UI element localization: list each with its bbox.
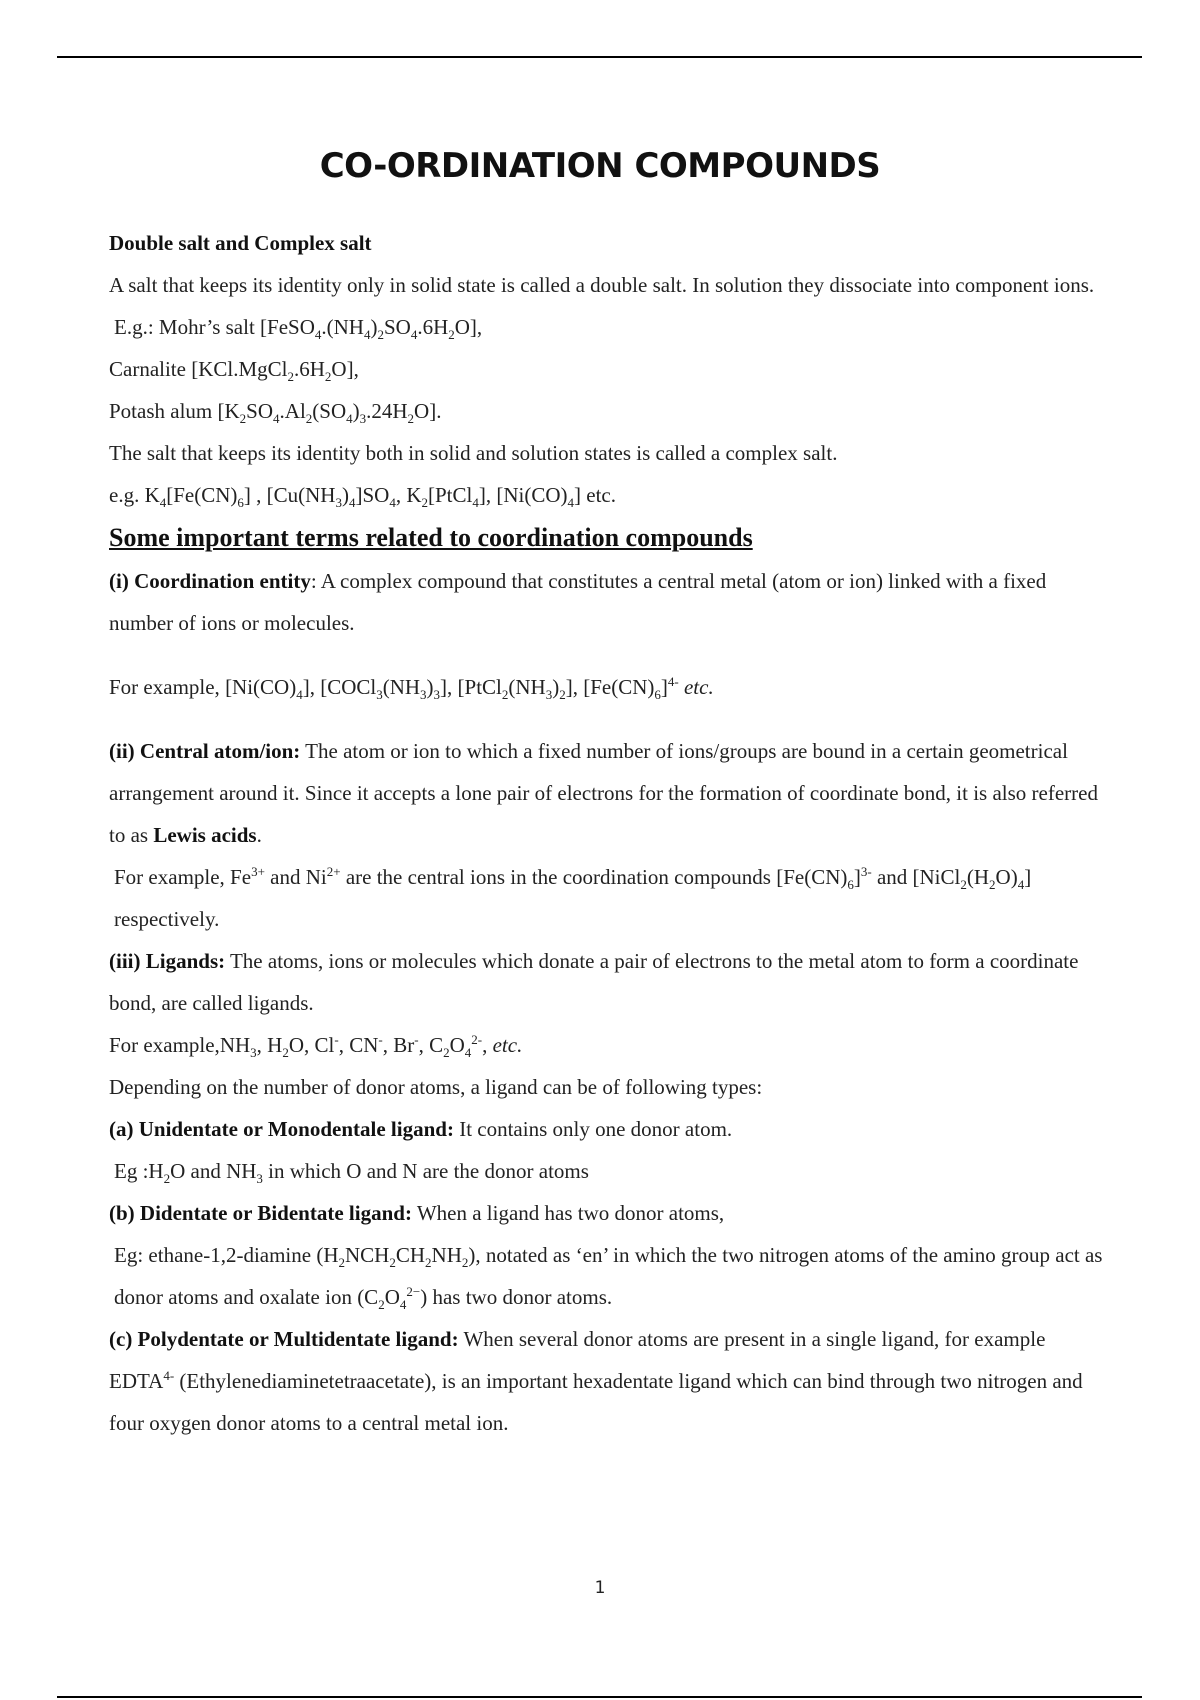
example-potash-alum: Potash alum $[K_2SO_4.Al_2(SO_4)_3.24H_2O]$.: [109, 399, 442, 427]
double-salt-definition: A salt that keeps its identity only in solid state is called a double salt. In solution they dissociate into component ions.: [109, 273, 1095, 297]
section-heading-terms: Some important terms related to coordination compounds: [109, 523, 753, 552]
coordination-entity-examples: For example, $[Ni(CO)_4]$, $[COCl_3(NH_3)_3]$, $[PtCl_2(NH_3)_2]$, $[Fe(CN)_6]^{4-}$ etc.: [109, 674, 714, 703]
type-bidentate: (b) Didentate or Bidentate ligand: When a ligand has two donor atoms,: [109, 1201, 725, 1225]
complex-salt-definition: The salt that keeps its identity both in solid and solution states is called a complex salt.: [109, 441, 838, 465]
ligand-examples: For $example,NH_3$, $H_2O$, Cl-, CN-, Br-, $C_2O_4^{2-}$, etc.: [109, 1032, 523, 1061]
document-body: [109, 222, 1109, 1444]
page-number: 1: [594, 1578, 606, 1598]
footer-rule: [57, 1696, 1142, 1698]
section-heading-double-salt: Double salt and Complex salt: [109, 231, 372, 255]
unidentate-example: Eg $:H_2O$ and $NH_3$ in which O and N are the donor atoms: [114, 1159, 589, 1187]
type-unidentate: (a) Unidentate or Monodentale ligand: It contains only one donor atom.: [109, 1117, 733, 1141]
term-ligands: (iii) Ligands: The atoms, ions or molecules which donate a pair of electrons to the metal atom to form a coordinate bond, are called ligands.: [109, 949, 1079, 1015]
ligand-types-intro: Depending on the number of donor atoms, a ligand can be of following types:: [109, 1075, 763, 1099]
term-coordination-entity: (i) Coordination entity: A complex compound that constitutes a central metal (atom or ion) linked with a fixed number of ions or molecules.: [109, 569, 1047, 635]
complex-salt-examples: e.g. $K_4[Fe(CN)_6]$ , $[Cu(NH_3)_4]SO_4$, $K_2[PtCl_4]$, $[Ni(CO)_4]$ etc.: [109, 483, 616, 511]
page-title: CO-ORDINATION COMPOUNDS: [319, 146, 881, 186]
bidentate-example: Eg: ethane-1,2-diamine $(H_2NCH_2CH_2NH_2)$, notated as ‘en’ in which the two nitrogen atoms of the amino group act as donor atoms and oxalate ion $(C_2O_4^{2-})$ has two donor atoms.: [114, 1243, 1103, 1313]
example-mohrs-salt: E.g.: Mohr’s salt $[FeSO_4.(NH_4)_2SO_4.6H_2O]$,: [114, 315, 483, 343]
example-carnalite: Carnalite $[KCl.MgCl_2.6H_2O]$,: [109, 357, 359, 385]
term-central-atom: (ii) Central atom/ion: The atom or ion to which a fixed number of ions/groups are bound in a certain geometrical arrangement around it. Since it accepts a lone pair of electrons for the formation of coordinate bond, it is also referred to as Lewis acids.: [109, 739, 1098, 847]
header-rule: [57, 56, 1142, 58]
type-polydentate: (c) Polydentate or Multidentate ligand: When several donor atoms are present in a single ligand, for example $EDTA^{4-}$ (Ethylenediaminetetraacetate), is an important hexadentate ligand which can bind through two nitrogen and four oxygen donor atoms to a central metal ion.: [109, 1327, 1083, 1435]
central-atom-examples: For example, $Fe^{3+}$ and $Ni^{2+}$ are the central ions in the coordination compounds $[Fe(CN)_6]^{3-}$ and $[NiCl_2(H_2O)_4]$ respectively.: [114, 864, 1032, 931]
